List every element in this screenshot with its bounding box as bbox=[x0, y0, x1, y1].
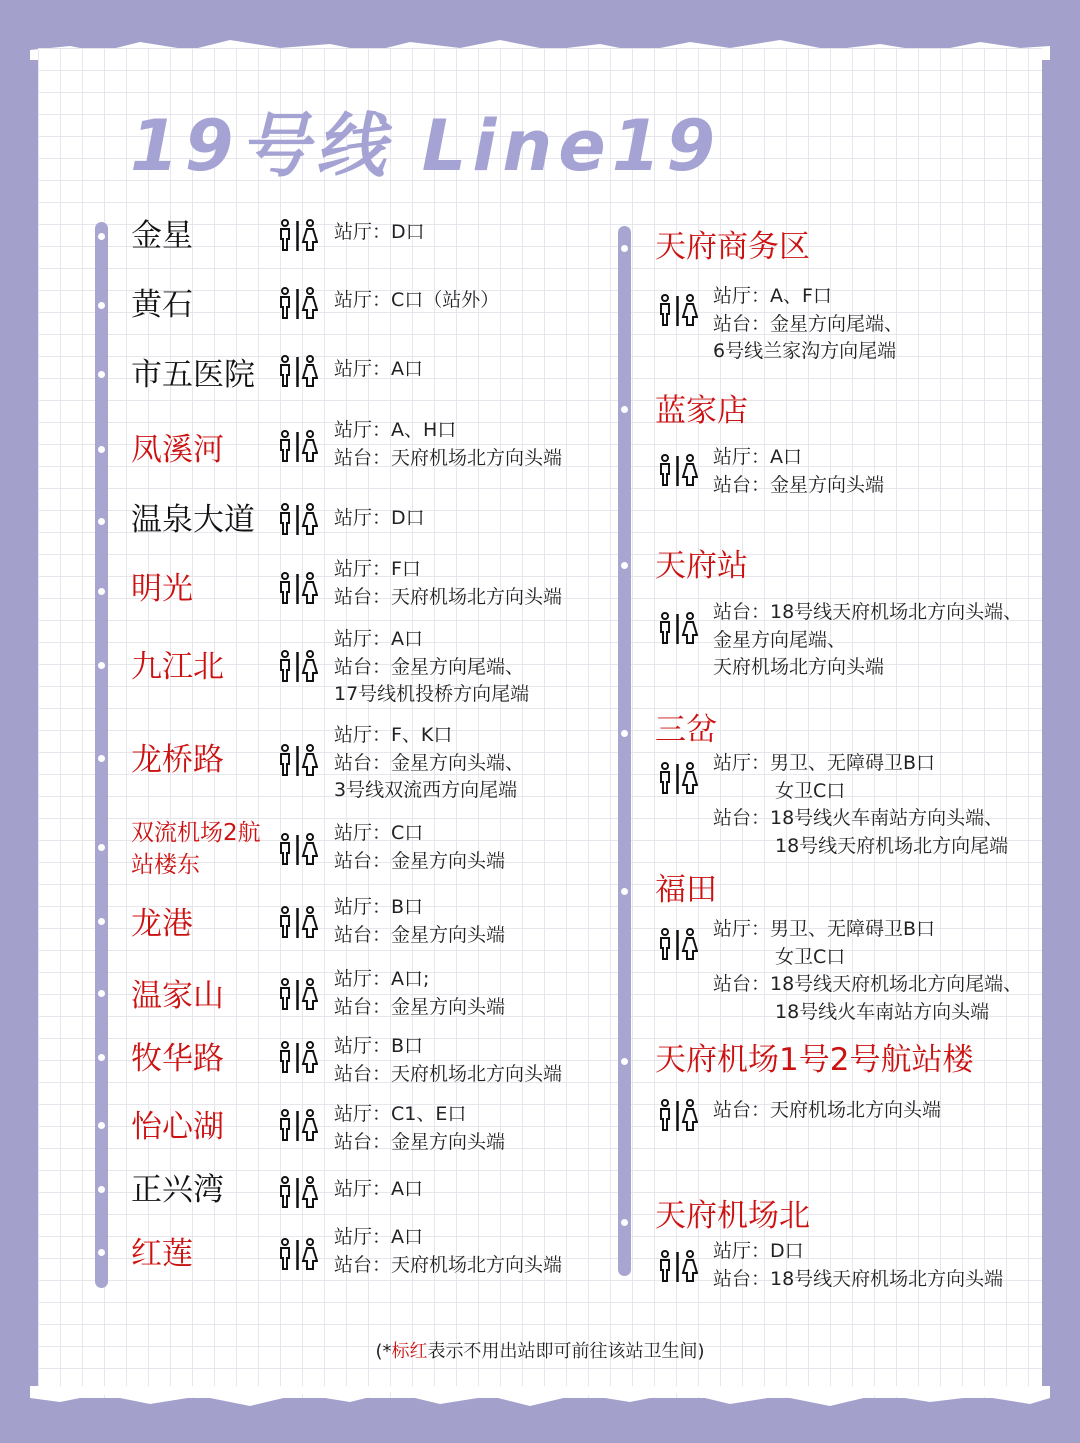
station-name: 蓝家店 bbox=[655, 393, 748, 429]
station-name: 双流机场2航站楼东 bbox=[131, 820, 261, 878]
restroom-info-line: 站台：金星方向头端 bbox=[334, 995, 506, 1018]
paper-torn-edge-bottom bbox=[30, 1386, 1050, 1410]
restroom-info bbox=[334, 1101, 505, 1156]
restroom-info-line: 天府机场北方向头端 bbox=[713, 656, 885, 678]
restroom-info-line: 女卫C口 bbox=[775, 779, 846, 802]
restroom-info bbox=[713, 283, 903, 366]
restroom-info-line: 站台：18号线天府机场北方向头端 bbox=[713, 1267, 1004, 1290]
station-dot bbox=[98, 755, 105, 762]
restroom-icon bbox=[278, 978, 318, 1012]
restroom-icon bbox=[278, 503, 318, 537]
restroom-info-line: 站厅：A口 bbox=[334, 358, 423, 380]
station-name: 温泉大道 bbox=[131, 502, 255, 538]
station-name: 红莲 bbox=[131, 1236, 193, 1272]
restroom-info-line: 站厅：D口 bbox=[334, 221, 425, 243]
restroom-info bbox=[334, 722, 524, 805]
restroom-icon bbox=[278, 287, 318, 321]
restroom-info bbox=[334, 1224, 562, 1279]
station-name: 温家山 bbox=[131, 978, 224, 1014]
restroom-info bbox=[334, 626, 529, 709]
restroom-icon bbox=[658, 762, 698, 796]
restroom-info-line: 站台：天府机场北方向头端 bbox=[334, 1253, 563, 1276]
page-title: 19号线 Line19 bbox=[130, 105, 722, 187]
restroom-info-line: 18号线天府机场北方向尾端 bbox=[775, 834, 1009, 857]
station-dot bbox=[621, 730, 628, 737]
restroom-info bbox=[334, 1176, 423, 1204]
restroom-icon bbox=[278, 430, 318, 464]
station-dot bbox=[98, 371, 105, 378]
restroom-info bbox=[713, 444, 884, 499]
restroom-info-line: 站厅：C1、E口 bbox=[334, 1103, 467, 1125]
restroom-icon bbox=[278, 650, 318, 684]
restroom-info-line: 站台：金星方向尾端、 bbox=[713, 312, 904, 335]
station-name: 怡心湖 bbox=[131, 1109, 224, 1145]
station-name: 天府机场1号2号航站楼 bbox=[655, 1042, 974, 1078]
restroom-info-line: 站台：金星方向尾端、 bbox=[334, 655, 525, 678]
restroom-info-line: 站台：天府机场北方向头端 bbox=[334, 1062, 563, 1085]
restroom-info-line: 女卫C口 bbox=[775, 945, 846, 968]
restroom-info-line: 3号线双流西方向尾端 bbox=[334, 779, 518, 801]
restroom-info bbox=[334, 287, 499, 315]
restroom-info bbox=[334, 556, 562, 611]
station-name: 黄石 bbox=[131, 287, 193, 323]
restroom-info-line: 站厅：F口 bbox=[334, 558, 421, 580]
restroom-info-line: 站台：金星方向头端 bbox=[713, 473, 885, 496]
restroom-info bbox=[334, 1033, 562, 1088]
station-name: 凤溪河 bbox=[131, 432, 224, 468]
station-dot bbox=[98, 662, 105, 669]
restroom-info bbox=[713, 750, 1008, 860]
restroom-icon bbox=[658, 928, 698, 962]
restroom-info-line: 站台：天府机场北方向头端 bbox=[334, 585, 563, 608]
restroom-info-line: 站厅：B口 bbox=[334, 1035, 424, 1057]
station-dot bbox=[98, 990, 105, 997]
restroom-info bbox=[713, 599, 1022, 682]
station-dot bbox=[98, 1249, 105, 1256]
station-name: 金星 bbox=[131, 218, 193, 254]
restroom-icon bbox=[658, 454, 698, 488]
restroom-info-line: 金星方向尾端、 bbox=[713, 628, 847, 651]
station-name: 牧华路 bbox=[131, 1041, 224, 1077]
restroom-info-line: 站台：天府机场北方向头端 bbox=[713, 1099, 942, 1121]
restroom-icon bbox=[278, 1041, 318, 1075]
station-dot bbox=[98, 1186, 105, 1193]
restroom-info-line: 站厅：C口 bbox=[334, 822, 424, 844]
station-dot bbox=[98, 1054, 105, 1061]
restroom-info-line: 站厅：C口（站外） bbox=[334, 289, 500, 311]
station-name: 福田 bbox=[655, 872, 717, 908]
station-dot bbox=[98, 446, 105, 453]
station-dot bbox=[98, 844, 105, 851]
restroom-icon bbox=[278, 1238, 318, 1272]
restroom-info-line: 站台：金星方向头端、 bbox=[334, 751, 525, 774]
footnote-highlight-word: 标红 bbox=[391, 1341, 428, 1362]
station-dot bbox=[621, 245, 628, 252]
restroom-icon bbox=[278, 219, 318, 253]
restroom-info-line: 站台：18号线天府机场北方向尾端、 bbox=[713, 973, 1023, 995]
restroom-info bbox=[334, 820, 505, 875]
restroom-info-line: 17号线机投桥方向尾端 bbox=[334, 683, 530, 705]
station-dot bbox=[98, 1122, 105, 1129]
footnote-prefix: (* bbox=[375, 1341, 392, 1362]
restroom-info-line: 18号线火车南站方向头端 bbox=[775, 1000, 990, 1023]
station-dot bbox=[98, 918, 105, 925]
station-name: 天府站 bbox=[655, 548, 748, 584]
restroom-info-line: 站台：18号线天府机场北方向头端、 bbox=[713, 601, 1023, 623]
restroom-info-line: 站台：金星方向头端 bbox=[334, 849, 506, 872]
station-name: 龙港 bbox=[131, 906, 193, 942]
restroom-info-line: 站厅：A口 bbox=[334, 628, 423, 650]
station-name: 正兴湾 bbox=[131, 1172, 224, 1208]
station-dot bbox=[98, 588, 105, 595]
station-name: 三岔 bbox=[655, 712, 717, 748]
station-name: 九江北 bbox=[131, 649, 224, 685]
restroom-icon bbox=[278, 572, 318, 606]
footnote-suffix: 表示不用出站即可前往该站卫生间) bbox=[427, 1341, 705, 1362]
station-name: 天府商务区 bbox=[655, 229, 810, 265]
restroom-icon bbox=[278, 1176, 318, 1210]
restroom-info bbox=[713, 916, 1022, 1026]
station-dot bbox=[98, 302, 105, 309]
restroom-info bbox=[334, 356, 423, 384]
restroom-info-line: 站厅：男卫、无障碍卫B口 bbox=[713, 918, 936, 940]
restroom-info bbox=[334, 417, 562, 472]
restroom-info bbox=[334, 966, 505, 1021]
footnote bbox=[0, 1337, 1080, 1363]
restroom-icon bbox=[278, 906, 318, 940]
restroom-info-line: 站厅：A口 bbox=[334, 1178, 423, 1200]
restroom-info-line: 站厅：D口 bbox=[334, 507, 425, 529]
restroom-icon bbox=[658, 294, 698, 328]
restroom-info bbox=[713, 1097, 941, 1125]
restroom-info bbox=[334, 505, 425, 533]
restroom-info-line: 站厅：D口 bbox=[713, 1240, 804, 1262]
restroom-info-line: 站台：金星方向头端 bbox=[334, 923, 506, 946]
restroom-info bbox=[334, 219, 425, 247]
restroom-info-line: 站厅：男卫、无障碍卫B口 bbox=[713, 752, 936, 774]
station-name: 龙桥路 bbox=[131, 742, 224, 778]
station-dot bbox=[621, 562, 628, 569]
restroom-info-line: 站厅：B口 bbox=[334, 896, 424, 918]
restroom-info-line: 6号线兰家沟方向尾端 bbox=[713, 340, 897, 362]
restroom-info-line: 站厅：A口 bbox=[334, 1226, 423, 1248]
station-dot bbox=[621, 1219, 628, 1226]
station-dot bbox=[621, 888, 628, 895]
restroom-icon bbox=[278, 355, 318, 389]
restroom-info-line: 站台：金星方向头端 bbox=[334, 1130, 506, 1153]
restroom-icon bbox=[278, 744, 318, 778]
station-name: 天府机场北 bbox=[655, 1198, 810, 1234]
restroom-info-line: 站厅：A口; bbox=[334, 968, 430, 990]
restroom-info-line: 站厅：A、F口 bbox=[713, 285, 832, 307]
restroom-info-line: 站厅：A、H口 bbox=[334, 419, 457, 441]
station-name: 明光 bbox=[131, 571, 193, 607]
restroom-icon bbox=[658, 1250, 698, 1284]
station-dot bbox=[621, 1058, 628, 1065]
station-name: 市五医院 bbox=[131, 357, 255, 393]
restroom-info bbox=[713, 1238, 1003, 1293]
restroom-icon bbox=[658, 1099, 698, 1133]
restroom-icon bbox=[278, 1109, 318, 1143]
restroom-info-line: 站台：天府机场北方向头端 bbox=[334, 446, 563, 469]
station-dot bbox=[621, 406, 628, 413]
restroom-info-line: 站台：18号线火车南站方向头端、 bbox=[713, 807, 1004, 829]
station-dot bbox=[98, 233, 105, 240]
restroom-icon bbox=[278, 833, 318, 867]
line-track-right bbox=[618, 226, 631, 1276]
restroom-info-line: 站厅：A口 bbox=[713, 446, 802, 468]
restroom-info bbox=[334, 894, 505, 949]
restroom-info-line: 站厅：F、K口 bbox=[334, 724, 453, 746]
restroom-icon bbox=[658, 612, 698, 646]
station-dot bbox=[98, 518, 105, 525]
